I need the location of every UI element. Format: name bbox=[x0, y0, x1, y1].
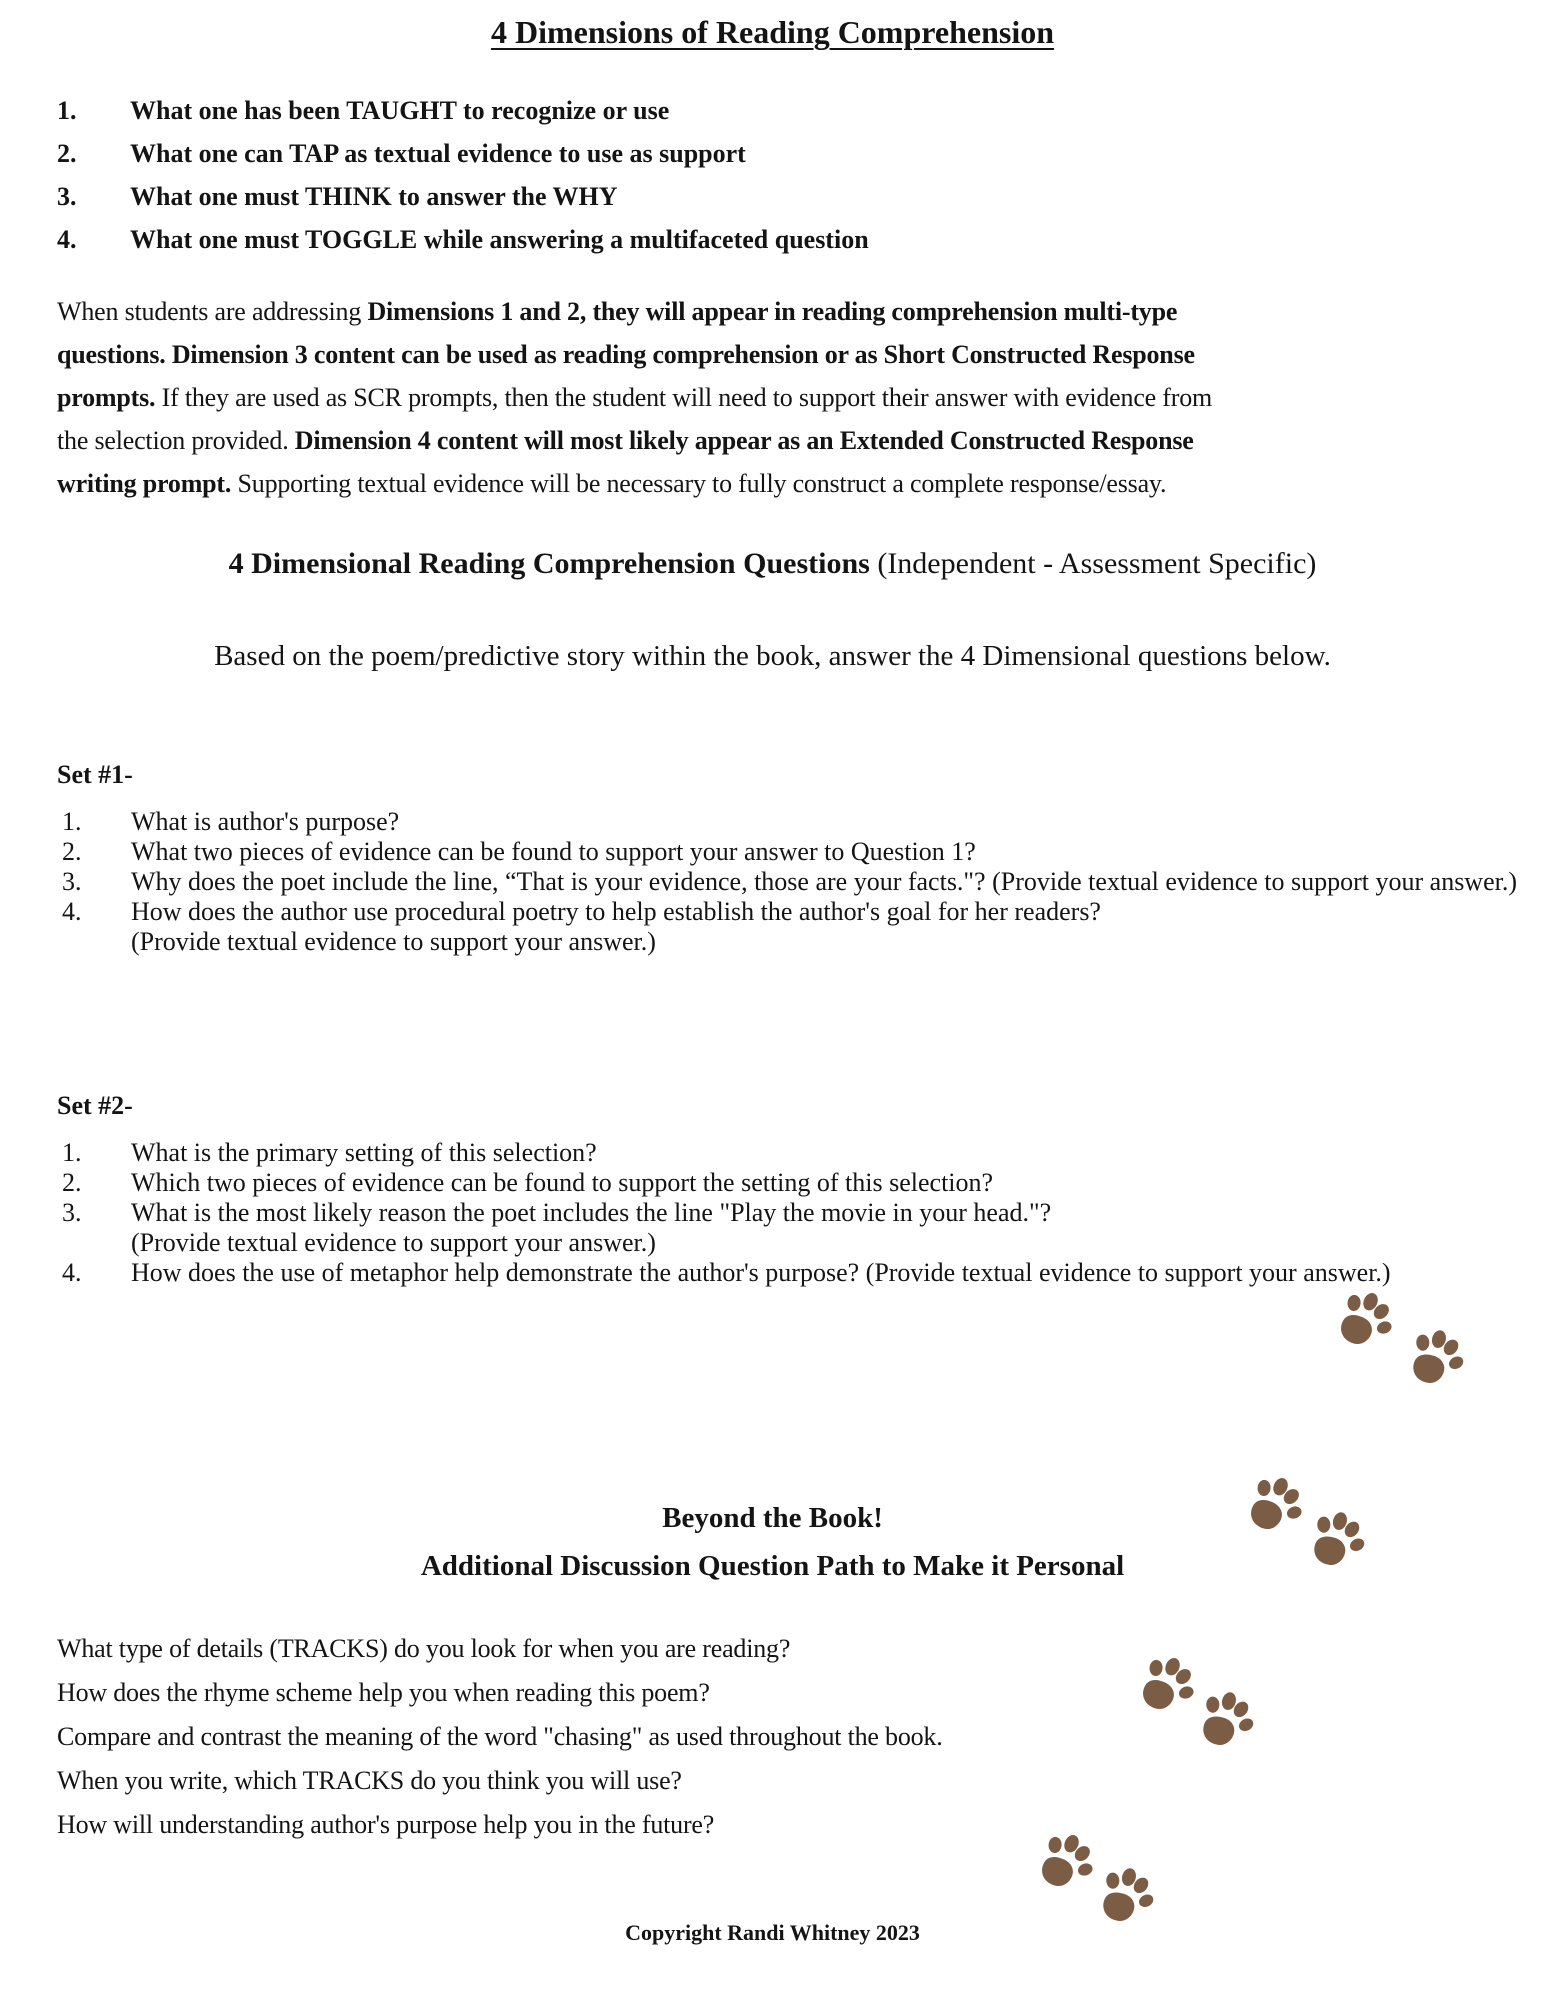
discussion-question: Compare and contrast the meaning of the word "chasing" as used throughout the book. bbox=[57, 1722, 943, 1751]
page-title: 4 Dimensions of Reading Comprehension bbox=[490, 14, 1055, 50]
question-item bbox=[57, 1138, 1545, 1168]
question-note: (Provide textual evidence to support your answer.) bbox=[131, 1228, 656, 1257]
paragraph-line bbox=[57, 383, 1487, 426]
question-item bbox=[57, 1168, 1545, 1198]
question-note: (Provide textual evidence to support your answer.) bbox=[865, 1258, 1391, 1287]
paw-print-icon bbox=[1322, 1277, 1408, 1363]
question-text: What two pieces of evidence can be found to support your answer to Question 1? bbox=[131, 837, 976, 866]
text-segment: questions. Dimension 3 content can be used as reading comprehension or as Short Constructed Response bbox=[57, 340, 1195, 369]
list-text: What one has been TAUGHT to recognize or use bbox=[130, 96, 670, 125]
set2-label: Set #2- bbox=[57, 1091, 133, 1120]
question-item bbox=[57, 1198, 1545, 1258]
list-item bbox=[57, 225, 869, 268]
discussion-question: When you write, which TRACKS do you think you will use? bbox=[57, 1766, 682, 1795]
list-item bbox=[57, 182, 869, 225]
question-text: What is author's purpose? bbox=[131, 807, 400, 836]
text-segment: If they are used as SCR prompts, then the student will need to support their answer with evidence from bbox=[161, 383, 1213, 412]
text-segment: the selection provided. bbox=[57, 426, 295, 455]
heading-bold-part: 4 Dimensional Reading Comprehension Questions bbox=[228, 547, 870, 580]
discussion-questions bbox=[57, 1634, 943, 1854]
discussion-question: What type of details (TRACKS) do you look for when you are reading? bbox=[57, 1634, 791, 1663]
question-number: 2. bbox=[62, 837, 82, 866]
question-number: 3. bbox=[62, 867, 82, 896]
text-segment: prompts. bbox=[57, 383, 162, 412]
question-item bbox=[57, 837, 1545, 867]
question-text: How does the use of metaphor help demonstrate the author's purpose? bbox=[131, 1258, 860, 1287]
question-item bbox=[57, 867, 1545, 897]
question-text: Which two pieces of evidence can be found to support the setting of this selection? bbox=[131, 1168, 994, 1197]
paw-print-icon bbox=[1395, 1317, 1476, 1400]
question-note: (Provide textual evidence to support your answer.) bbox=[131, 927, 656, 956]
question-number: 1. bbox=[62, 1138, 82, 1167]
question-text: How does the author use procedural poetry to help establish the author's goal for her readers? bbox=[131, 897, 1101, 926]
text-segment: Supporting textual evidence will be necessary to fully construct a complete response/essay. bbox=[231, 469, 1167, 498]
paragraph-line bbox=[57, 340, 1487, 383]
question-number: 2. bbox=[62, 1168, 82, 1197]
question-set-2 bbox=[57, 1091, 1545, 1288]
list-text: What one must THINK to answer the WHY bbox=[130, 182, 618, 211]
list-number: 4. bbox=[57, 225, 77, 254]
instruction-line: Based on the poem/predictive story within the book, answer the 4 Dimensional questions below. bbox=[214, 640, 1331, 672]
question-item bbox=[57, 897, 1545, 957]
dimension-list bbox=[57, 96, 869, 268]
question-text: What is the most likely reason the poet includes the line "Play the movie in your head."? bbox=[131, 1198, 1052, 1227]
question-text: Why does the poet include the line, “That is your evidence, those are your facts."? bbox=[131, 867, 986, 896]
list-number: 1. bbox=[57, 96, 77, 125]
list-text: What one can TAP as textual evidence to use as support bbox=[130, 139, 746, 168]
discussion-question: How does the rhyme scheme help you when reading this poem? bbox=[57, 1678, 710, 1707]
copyright-line: Copyright Randi Whitney 2023 bbox=[625, 1920, 920, 1945]
list-number: 2. bbox=[57, 139, 77, 168]
question-text: What is the primary setting of this selection? bbox=[131, 1138, 597, 1167]
question-item bbox=[57, 1258, 1545, 1288]
beyond-heading-line2: Additional Discussion Question Path to Make it Personal bbox=[420, 1550, 1125, 1582]
list-text: What one must TOGGLE while answering a multifaceted question bbox=[130, 225, 869, 254]
set1-label: Set #1- bbox=[57, 760, 133, 789]
paragraph-line bbox=[57, 426, 1487, 469]
question-number: 4. bbox=[62, 1258, 82, 1287]
paragraph-line bbox=[57, 297, 1487, 340]
question-item bbox=[57, 807, 1545, 837]
text-segment: When students are addressing bbox=[57, 297, 368, 326]
question-number: 3. bbox=[62, 1198, 82, 1227]
discussion-question: How will understanding author's purpose help you in the future? bbox=[57, 1810, 715, 1839]
intro-paragraph bbox=[57, 297, 1487, 512]
list-number: 3. bbox=[57, 182, 77, 211]
list-item bbox=[57, 96, 869, 139]
paragraph-line bbox=[57, 469, 1487, 512]
text-segment: Dimensions 1 and 2, they will appear in reading comprehension multi-type bbox=[367, 297, 1178, 326]
question-set-1 bbox=[57, 760, 1545, 957]
beyond-heading-line1: Beyond the Book! bbox=[662, 1502, 883, 1534]
section-heading bbox=[0, 547, 1545, 581]
text-segment: writing prompt. bbox=[57, 469, 232, 498]
question-note: (Provide textual evidence to support your answer.) bbox=[992, 867, 1518, 896]
text-segment: Dimension 4 content will most likely appear as an Extended Constructed Response bbox=[294, 426, 1194, 455]
question-number: 4. bbox=[62, 897, 82, 926]
list-item bbox=[57, 139, 869, 182]
heading-plain-part: (Independent - Assessment Specific) bbox=[869, 547, 1317, 580]
question-number: 1. bbox=[62, 807, 82, 836]
